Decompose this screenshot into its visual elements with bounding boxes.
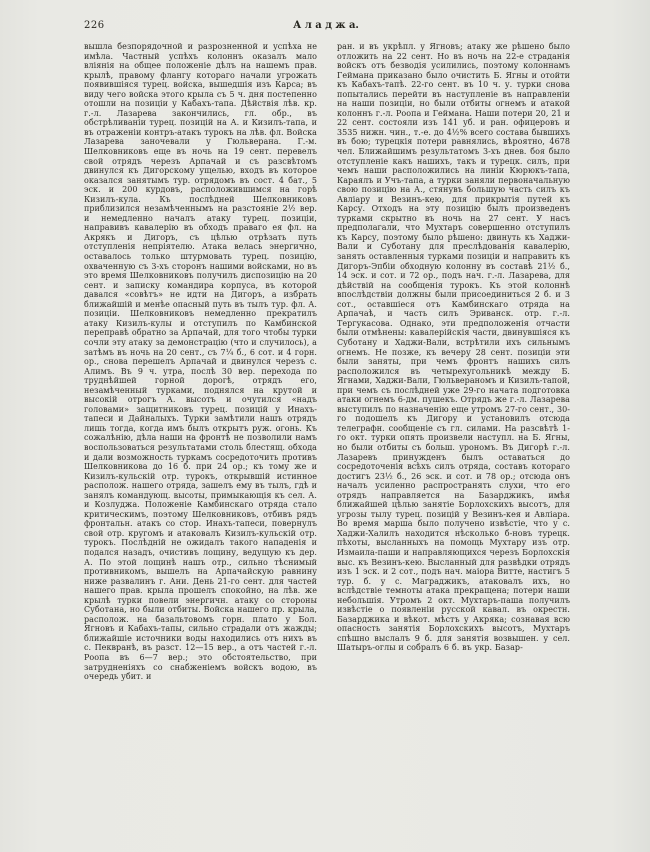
text-column-left: вышла безпорядочной и разрозненной и успѣха не имѣла. Частный успѣхъ колоннъ оказалъ мало вліянія на общее положеніе дѣлъ на нашемъ прав. крылѣ, правому флангу котораго начали угрожать появившіяся турец. войска, вышедшія изъ Карса; въ виду чего войска этого крыла съ 5 ч. дня постепенно отошли на позиціи у Кабахъ-тапа. Дѣйствія лѣв. кр. г.-л. Лазарева закончились, гл. обр., въ обстрѣливаніи турец. позицій на А. и Кизилъ-тапа, и въ отраженіи контръ-атакъ турокъ на лѣв. фл. Войска Лазарева заночевали у Гюльверана. Г.-м. Шелковниковъ еще въ ночь на 19 сент. перевелъ свой отрядъ черезъ Арпачай и съ разсвѣтомъ двинулся къ Дигорскому ущелью, входъ въ которое оказался занятымъ тур. отрядомъ въ сост. 4 бат., 5 эск. и 200 курдовъ, расположившимся на горѣ Кизилъ-кула. Къ послѣдней Шелковниковъ приблизился незамѣченнымъ на разстояніе 2½ вер. и немедленно началъ атаку турец. позиціи, направивъ кавалерію въ обходъ праваго ея фл. на Акрякъ и Дигоръ, съ цѣлью отрѣзать путь отступленія непріятелю. Атака велась энергично, оставалось только штурмовать турец. позицію, охваченную съ 3-хъ сторонъ нашими войсками, но въ это время Шелковниковъ получилъ диспозицію на 20 сент. и записку командира корпуса, въ которой давался «совѣтъ» не идти на Дигоръ, а избрать ближайшій и менѣе опасный путь въ тылъ тур. фл. А. позиціи. Шелковниковъ немедленно прекратилъ атаку Кизилъ-кулы и отступилъ по Камбинской переправѣ обратно за Арпачай, для того чтобы турки сочли эту атаку за демонстрацію (что и случилось), а затѣмъ въ ночь на 20 сент., съ 7¼ б., 6 сот. и 4 горн. ор., снова перешелъ Арпачай и двинулся черезъ с. Алимъ. Въ 9 ч. утра, послѣ 30 вер. перехода по труднѣйшей горной дорогѣ, отрядъ его, незамѣченный турками, поднялся на крутой и высокій отрогъ А. высотъ и очутился «надъ головами» защитниковъ турец. позицій у Инахъ-тапеси и Дайналыхъ. Турки замѣтили нашъ отрядъ лишь тогда, когда имъ былъ открытъ руж. огонь. Къ сожалѣнію, дѣла наши на фронтѣ не позволили намъ воспользоваться результатами столь блестящ. обхода и дали возможность туркамъ сосредоточить противъ Шелковникова до 16 б. при 24 ор.; къ тому же и Кизилъ-кульскій отр. турокъ, открывшій истинное располож. нашего отряда, зашелъ ему въ тылъ, гдѣ и занялъ командующ. высоты, примыкающія къ сел. А. и Козлуджа. Положеніе Камбинскаго отряда стало критическимъ, поэтому Шелковниковъ, отбивъ рядъ фронтальн. атакъ со стор. Инахъ-тапеси, повернулъ свой отр. кругомъ и атаковалъ Кизилъ-кульскій отр. турокъ. Послѣдній не ожидалъ такого нападенія и подался назадъ, очистивъ лощину, ведущую къ дер. А. По этой лощинѣ нашъ отр., сильно тѣснимый противникомъ, вышелъ на Арпачайскую равнину ниже развалинъ г. Ани. День 21-го сент. для частей нашего прав. крыла прошелъ спокойно, на лѣв. же крылѣ турки повели энергичн. атаку со стороны Суботана, но были отбиты. Войска нашего пр. крыла, располож. на базальтовомъ горн. плато у Бол. Ягновъ и Кабахъ-тапы, сильно страдали отъ жажды; ближайшіе источники воды находились отъ нихъ въ с. Пеквранѣ, въ разст. 12—15 вер., а отъ частей г.-л. Роопа въ 6—7 вер.; это обстоятельство, при затрудненіяхъ со снабженіемъ войскъ водою, въ очередь убит. и [84, 42, 317, 682]
text-block [84, 42, 570, 848]
text-column-right: ран. и въ укрѣпл. у Ягновъ; атаку же рѣшено было отложить на 22 сент. Но въ ночь на 22-е страданія войскъ отъ безводія усилились, поэтому колоннамъ Геймана приказано было очистить Б. Ягны и отойти къ Кабахъ-тапѣ. 22-го сент. въ 10 ч. у. турки снова попытались перейти въ наступленіе въ направленіи на наши позиціи, но были отбиты огнемъ и атакой колоннъ г.-л. Роопа и Геймана. Наши потери 20, 21 и 22 сент. состояли изъ 141 уб. и ран. офицеровъ и 3535 нижн. чин., т.-е. до 4½% всего состава бывшихъ въ бою; турецкія потери равнялись, вѣроятно, 4678 чел. Ближайшимъ результатомъ 3-хъ днев. боя было отступленіе какъ нашихъ, такъ и турецк. силъ, при чемъ наши расположились на линіи Кюрюкъ-тапа, Караялъ и Учъ-тапа, а турки заняли первоначальную свою позицію на А., стянувъ большую часть силъ къ Авліару и Везинъ-кею, для прикрытія путей къ Карсу. Отходъ на эту позицію былъ произведенъ турками скрытно въ ночь на 27 сент. У насъ предполагали, что Мухтаръ совершенно отступилъ къ Карсу, поэтому было рѣшено: двинуть къ Хаджи-Вали и Суботану для преслѣдованія кавалерію, занять оставленныя турками позиціи и направить къ Дигоръ-Эпбіи обходную колонну въ составѣ 21½ б., 14 эск. и сот. и 72 ор., подъ нач. г.-л. Лазарева, для дѣйствій на сообщенія турокъ. Къ этой колоннѣ впослѣдствіи должны были присоединиться 2 б. и 3 сот., оставшіеся отъ Камбинскаго отряда на Арпачаѣ, и часть силъ Эриванск. отр. г.-л. Тергукасова. Однако, эти предположенія отчасти были отмѣнены: кавалерійскія части, двинувшіяся къ Суботану и Хаджи-Вали, встрѣтили ихъ сильнымъ огнемъ. Не позже, къ вечеру 28 сент. позиціи эти были заняты, при чемъ фронтъ нашихъ силъ расположился въ четырехугольникѣ между Б. Ягнами, Хаджи-Вали, Гюльвераномъ и Кизилъ-тапой, при чемъ съ послѣдней уже 29-го начата подготовка атаки огнемъ 6-дм. пушекъ. Отрядъ же г.-л. Лазарева выступилъ по назначенію еще утромъ 27-го сент., 30-го подошелъ къ Дигору и установилъ отсюда телеграфн. сообщеніе съ гл. силами. На разсвѣтѣ 1-го окт. турки опять произвели наступл. на Б. Ягны, но были отбиты съ больш. урономъ. Въ Дигорѣ г.-л. Лазаревъ принужденъ былъ оставаться до сосредоточенія всѣхъ силъ отряда, составъ котораго достигъ 23½ б., 26 эск. и сот. и 78 ор.; отсюда онъ началъ усиленно распространять слухи, что его отрядъ направляется на Базарджикъ, имѣя ближайшей цѣлью занятіе Борлохскихъ высотъ, для угрозы тылу турец. позицій у Везинъ-кея и Авліара. Во время марша было получено извѣстіе, что у с. Хаджи-Халилъ находится нѣсколько б-новъ турецк. пѣхоты, высланныхъ на помощь Мухтару изъ отр. Измаила-паши и направляющихся черезъ Борлохскія выс. къ Везинъ-кею. Высланный для развѣдки отрядъ изъ 1 эск. и 2 сот., подъ нач. маіора Витте, настигъ 5 тур. б. у с. Маграджикъ, атаковалъ ихъ, но вслѣдствіе темноты атака прекращена; потери наши небольшія. Утромъ 2 окт. Мухтаръ-паша получилъ извѣстіе о появленіи русской кавал. въ окрестн. Базарджика и вѣкот. мѣстъ у Акряка; сознавая всю опасность занятія Борлохскихъ высотъ, Мухтаръ спѣшно выслалъ 9 б. для занятія возвышен. у сел. Шатыръ-оглы и собралъ 6 б. въ укр. Базар- [337, 42, 570, 653]
page-header [84, 20, 568, 36]
running-title: А л а д ж а. [293, 20, 359, 31]
page-number: 226 [84, 20, 105, 31]
